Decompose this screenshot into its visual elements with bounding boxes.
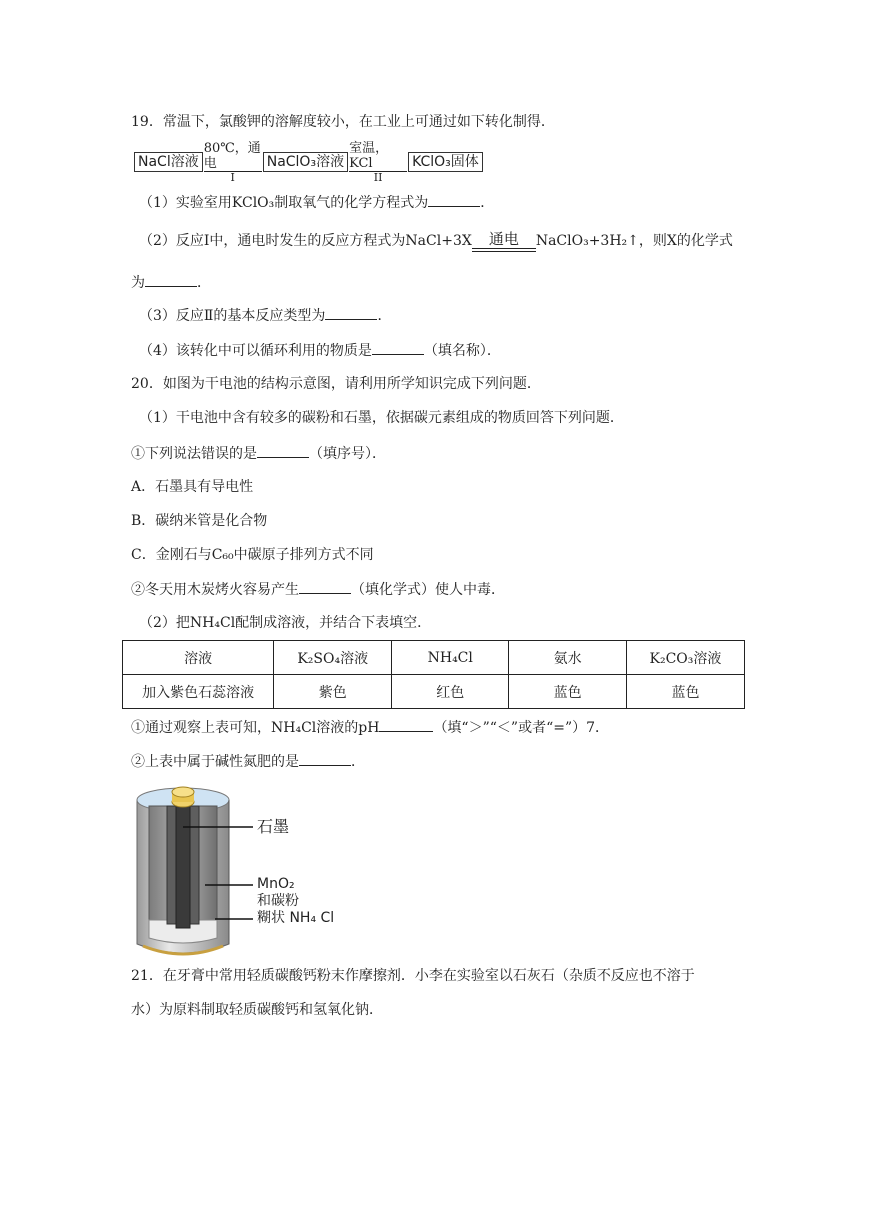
answer-blank[interactable] xyxy=(257,443,309,458)
q20-sub3 xyxy=(131,717,609,738)
q20-sub2 xyxy=(131,579,505,600)
table-header-row xyxy=(123,641,745,675)
q19-part2-text-c: 为 xyxy=(131,275,145,291)
q19-part1-text: （1）实验室用KClO₃制取氧气的化学方程式为 xyxy=(139,195,429,211)
answer-blank[interactable] xyxy=(372,340,424,355)
equals-line-bottom xyxy=(472,251,536,252)
q19-part3 xyxy=(139,305,391,326)
reaction-condition-sign xyxy=(472,230,536,252)
table-cell: 蓝色 xyxy=(626,675,744,709)
carbon-powder-label: 和碳粉 xyxy=(257,893,299,909)
q19-part1-end: ． xyxy=(480,195,495,211)
q20-sub1-text: ①下列说法错误的是 xyxy=(131,446,257,462)
q20-part2: （2）把NH₄Cl配制成溶液，并结合下表填空． xyxy=(139,615,432,631)
answer-blank[interactable] xyxy=(428,192,480,207)
table-cell: 红色 xyxy=(392,675,509,709)
dry-cell-figure xyxy=(131,780,336,960)
q20-part1: （1）干电池中含有较多的碳粉和石墨，依据碳元素组成的物质回答下列问题． xyxy=(139,410,624,426)
table-cell: 蓝色 xyxy=(509,675,627,709)
q19-part4-text: （4）该转化中可以循环利用的物质是 xyxy=(139,343,372,359)
nh4cl-paste-label: 糊状 NH₄ Cl xyxy=(257,910,335,926)
q20-sub1-end: （填序号）． xyxy=(309,446,386,462)
q19-part3-end: ． xyxy=(377,308,392,324)
table-cell: NH₄Cl xyxy=(392,641,509,675)
q19-part2-text-a: （2）反应Ⅰ中，通电时发生的反应方程式为NaCl+3X xyxy=(139,233,472,249)
flow-arrow-2-step: II xyxy=(373,170,383,184)
answer-blank[interactable] xyxy=(145,272,197,287)
flow-box-nacl: NaCl溶液 xyxy=(134,152,203,172)
flow-box-kclo3: KClO₃固体 xyxy=(408,152,483,172)
dry-cell-drawing xyxy=(131,780,336,960)
q20-sub3-text: ①通过观察上表可知，NH₄Cl溶液的pH xyxy=(131,720,380,736)
q20-sub2-end: （填化学式）使人中毒． xyxy=(351,582,505,598)
table-cell: 氨水 xyxy=(509,641,627,675)
q20-intro: 20．如图为干电池的结构示意图，请利用所学知识完成下列问题． xyxy=(131,376,541,392)
q20-sub4 xyxy=(131,751,365,772)
table-cell: 紫色 xyxy=(274,675,392,709)
q19-part2-cont xyxy=(131,272,211,293)
option-c: C．金刚石与C₆₀中碳原子排列方式不同 xyxy=(131,547,374,563)
flow-box-naclo3: NaClO₃溶液 xyxy=(263,152,348,172)
q19-part4 xyxy=(139,340,501,361)
mno2-label: MnO₂ xyxy=(257,876,295,892)
indicator-table xyxy=(122,640,745,709)
answer-blank[interactable] xyxy=(299,579,351,594)
q21-line2: 水）为原料制取轻质碳酸钙和氢氧化钠． xyxy=(131,1002,383,1018)
q20-sub3-end: （填“＞”“＜”或者“=”）7． xyxy=(433,720,610,736)
table-cell: 加入紫色石蕊溶液 xyxy=(123,675,274,709)
q20-sub4-end: ． xyxy=(351,754,365,770)
q20-sub2-text: ②冬天用木炭烤火容易产生 xyxy=(131,582,299,598)
q20-sub4-text: ②上表中属于碱性氮肥的是 xyxy=(131,754,299,770)
reaction-condition-text: 通电 xyxy=(488,230,519,248)
flow-arrow-1-step: I xyxy=(230,170,235,184)
flow-arrow-2-condition: 室温，KCl xyxy=(349,140,389,171)
table-cell: K₂SO₄溶液 xyxy=(274,641,392,675)
q19-part3-text: （3）反应Ⅱ的基本反应类型为 xyxy=(139,308,326,324)
answer-blank[interactable] xyxy=(379,717,433,732)
flow-arrow-2 xyxy=(349,141,407,184)
option-b: B．碳纳米管是化合物 xyxy=(131,513,268,529)
q19-intro: 19．常温下，氯酸钾的溶解度较小，在工业上可通过如下转化制得． xyxy=(131,114,555,130)
answer-blank[interactable] xyxy=(299,751,351,766)
q19-part1 xyxy=(139,192,494,213)
q19-part2-end: ． xyxy=(197,275,211,291)
q19-part4-end: （填名称）． xyxy=(423,343,501,359)
option-a: A．石墨具有导电性 xyxy=(131,479,254,495)
conversion-flow-diagram xyxy=(134,140,483,184)
answer-blank[interactable] xyxy=(325,305,377,320)
q19-part2-text-b: NaClO₃+3H₂↑，则X的化学式 xyxy=(535,233,733,249)
flow-arrow-1-condition: 80℃，通电 xyxy=(203,140,261,171)
flow-arrow-1 xyxy=(204,141,262,184)
table-cell: K₂CO₃溶液 xyxy=(626,641,744,675)
table-row xyxy=(123,675,745,709)
q20-sub1 xyxy=(131,443,386,464)
q19-part2 xyxy=(139,230,733,252)
equals-line-top xyxy=(472,248,536,249)
table-cell: 溶液 xyxy=(123,641,274,675)
graphite-label: 石墨 xyxy=(257,817,290,836)
q21-line1: 21．在牙膏中常用轻质碳酸钙粉末作摩擦剂．小李在实验室以石灰石（杂质不反应也不溶于 xyxy=(131,968,695,984)
